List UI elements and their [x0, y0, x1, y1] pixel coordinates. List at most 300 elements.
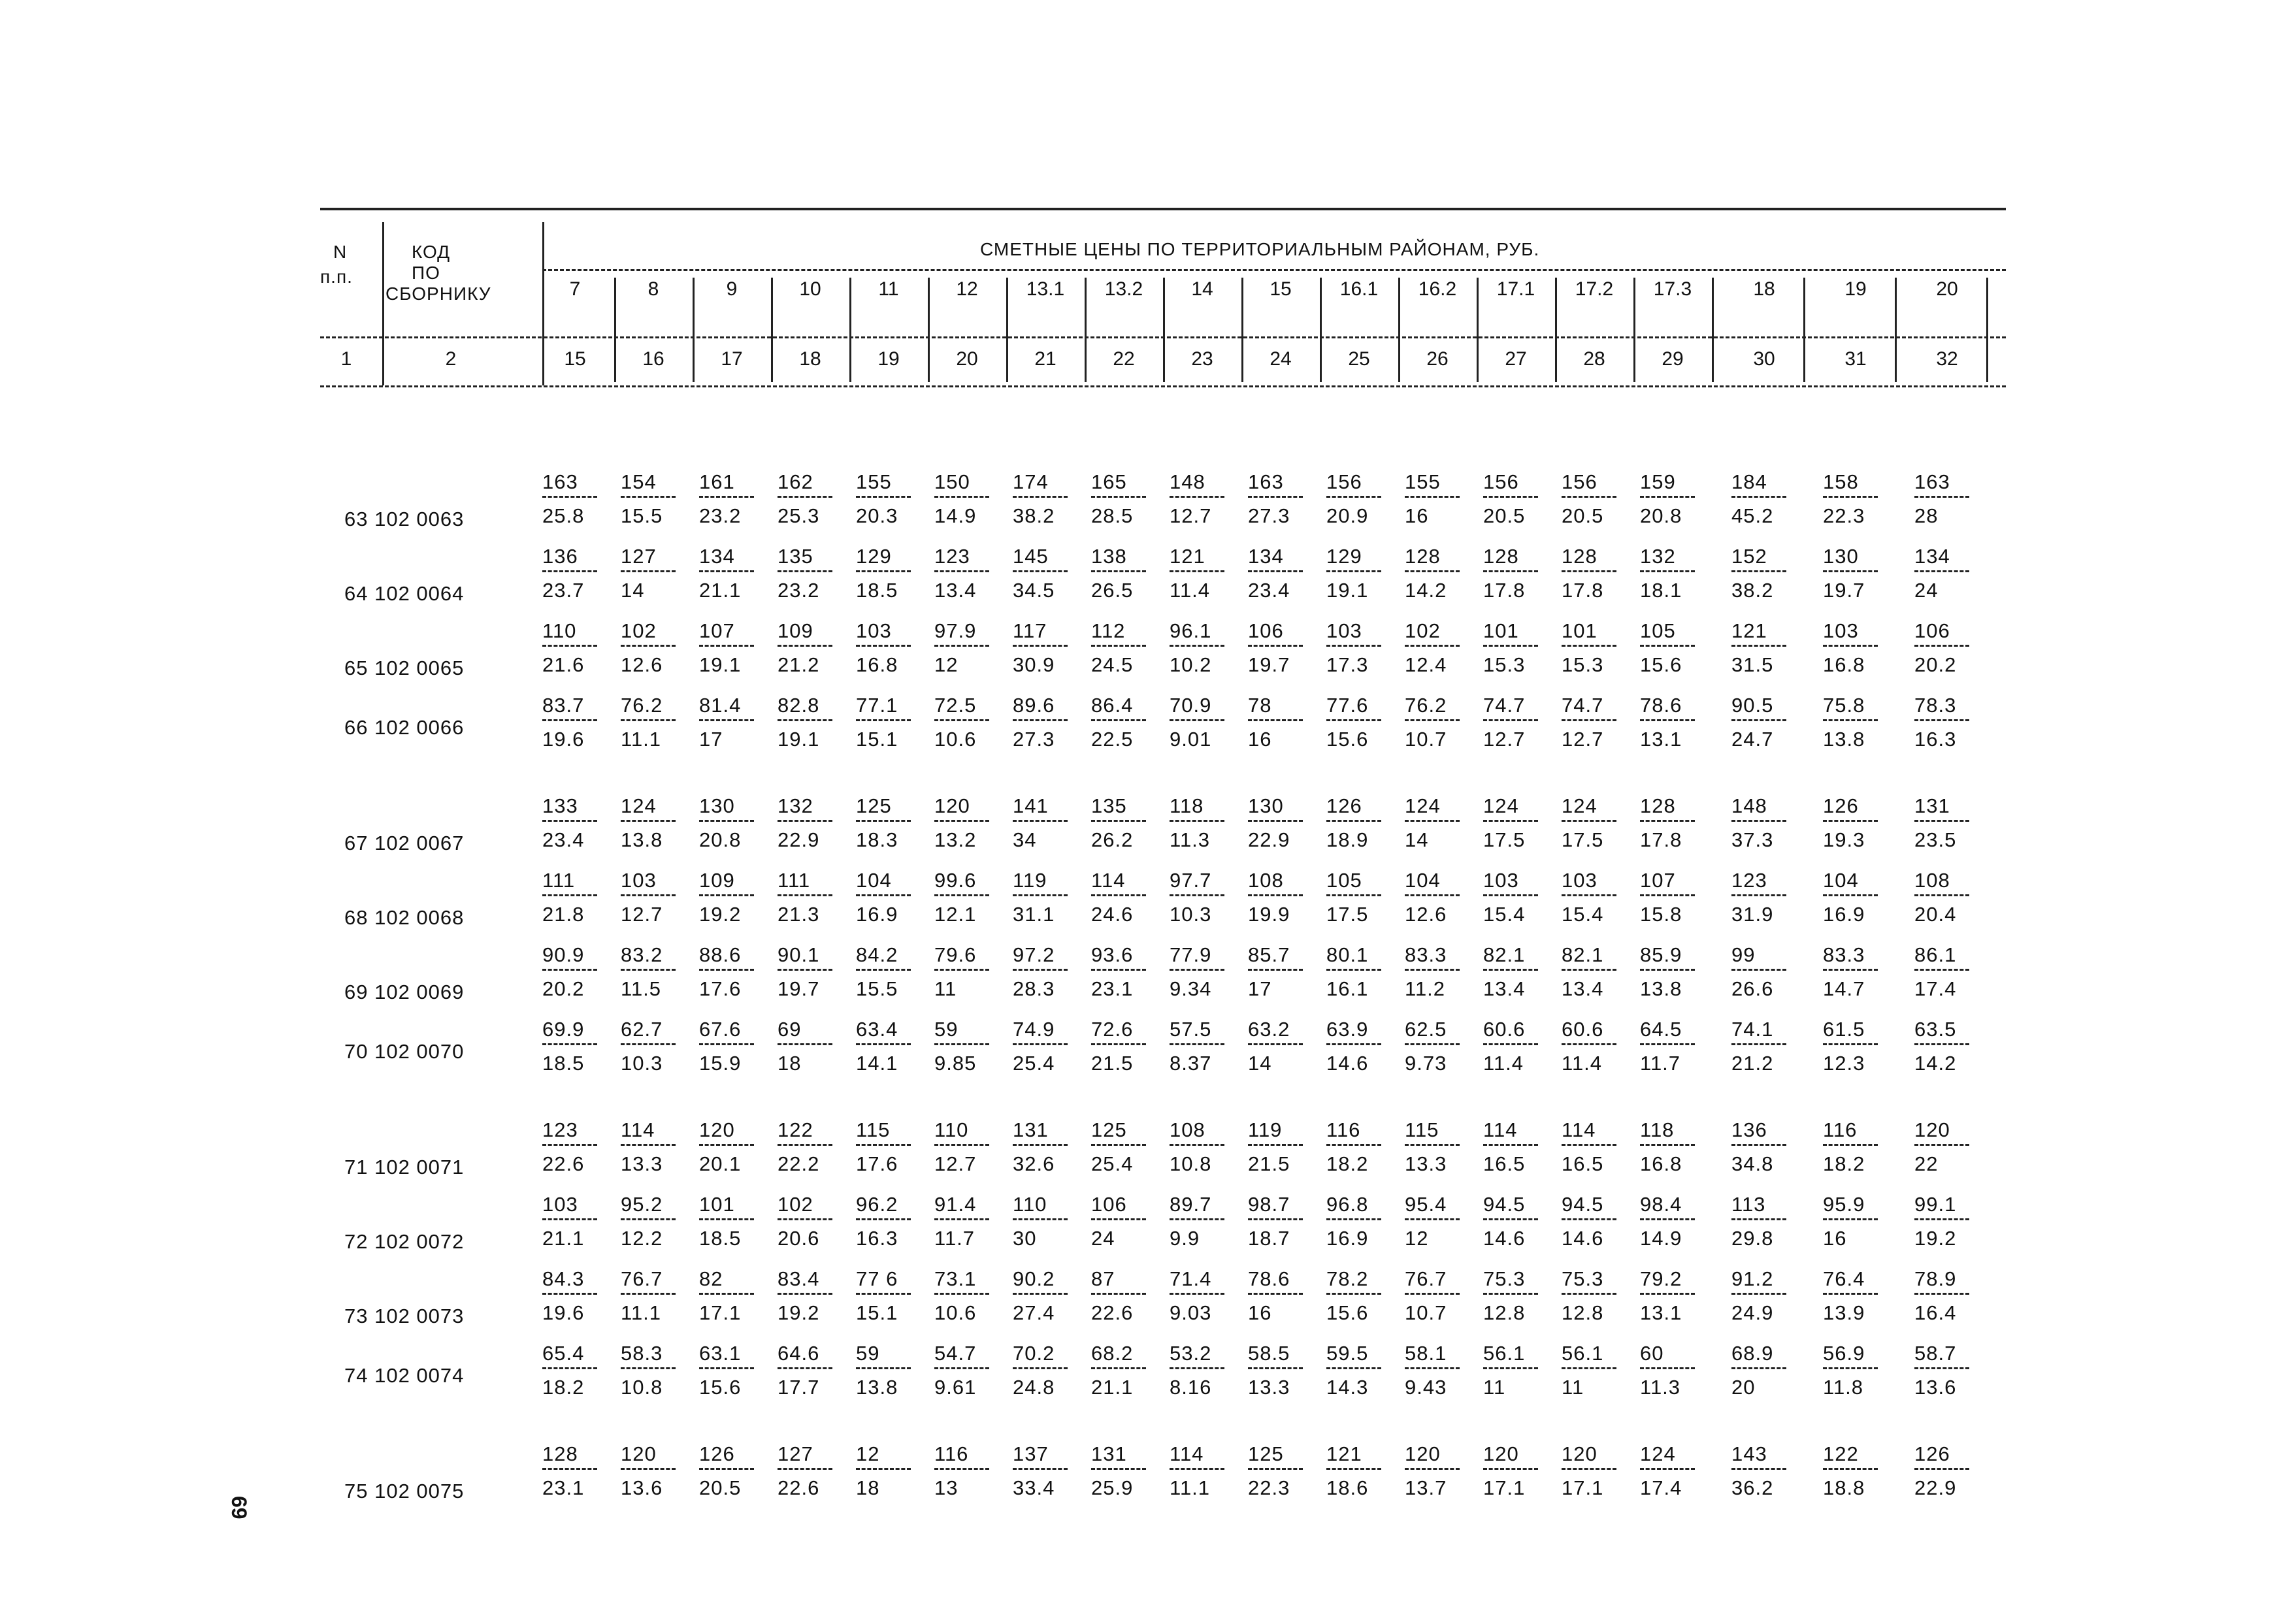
index-header: 21 — [1034, 348, 1057, 370]
fraction-bar — [1405, 719, 1460, 721]
price-component: 14.1 — [856, 1052, 898, 1075]
price-cell — [1731, 945, 1803, 999]
price-component: 12 — [934, 653, 959, 676]
price-component: 19.7 — [1248, 653, 1290, 676]
fraction-bar — [1640, 1468, 1695, 1470]
index-header: 15 — [564, 348, 586, 370]
price-total: 56.9 — [1823, 1342, 1865, 1365]
price-cell — [856, 1343, 928, 1397]
price-cell — [621, 870, 693, 924]
price-component: 23.1 — [1091, 977, 1134, 1000]
price-cell — [1823, 870, 1895, 924]
price-total: 63.4 — [856, 1018, 898, 1041]
price-component: 45.2 — [1731, 504, 1774, 527]
price-cell — [1248, 1269, 1320, 1323]
price-total: 97.2 — [1013, 943, 1055, 966]
price-total: 67.6 — [699, 1018, 742, 1041]
price-total: 62.5 — [1405, 1018, 1447, 1041]
price-cell — [1091, 1120, 1163, 1174]
price-cell — [1013, 546, 1085, 600]
price-total: 131 — [1914, 794, 1950, 817]
fraction-bar — [1248, 1043, 1303, 1045]
fraction-bar — [1170, 496, 1224, 498]
price-cell — [778, 546, 849, 600]
fraction-bar — [1562, 496, 1616, 498]
fraction-bar — [699, 1218, 754, 1220]
price-total: 116 — [1326, 1118, 1361, 1141]
price-component: 21.5 — [1248, 1152, 1290, 1175]
price-component: 26.6 — [1731, 977, 1774, 1000]
index-header: 23 — [1191, 348, 1213, 370]
price-component: 19.1 — [699, 653, 742, 676]
price-component: 10.8 — [1170, 1152, 1212, 1175]
price-total: 74.7 — [1562, 694, 1604, 717]
price-component: 16 — [1823, 1227, 1847, 1250]
price-component: 18.3 — [856, 828, 898, 851]
price-cell — [1013, 1019, 1085, 1073]
price-component: 12.6 — [1405, 903, 1447, 926]
price-component: 15.5 — [621, 504, 663, 527]
price-component: 26.2 — [1091, 828, 1134, 851]
fraction-bar — [778, 719, 832, 721]
price-component: 14.6 — [1326, 1052, 1369, 1075]
price-total: 91.2 — [1731, 1267, 1774, 1290]
price-component: 15.1 — [856, 728, 898, 751]
price-component: 11 — [1562, 1376, 1584, 1399]
fraction-bar — [1013, 645, 1068, 647]
row-code: 74 102 0074 — [344, 1364, 465, 1387]
price-component: 19.1 — [778, 728, 820, 751]
price-cell — [1731, 472, 1803, 526]
price-total: 83.2 — [621, 943, 663, 966]
price-component: 33.4 — [1013, 1476, 1055, 1499]
price-component: 11.4 — [1562, 1052, 1603, 1075]
price-total: 99.1 — [1914, 1193, 1957, 1216]
price-cell — [1091, 472, 1163, 526]
fraction-bar — [699, 820, 754, 822]
price-total: 111 — [542, 869, 576, 892]
price-cell — [934, 1194, 1006, 1248]
price-cell — [1640, 472, 1712, 526]
price-total: 123 — [1731, 869, 1767, 892]
price-component: 18.5 — [856, 579, 898, 602]
price-cell — [1091, 1343, 1163, 1397]
index-col-1: 1 — [340, 348, 352, 370]
price-total: 128 — [1483, 545, 1519, 568]
price-component: 19.1 — [1326, 579, 1369, 602]
price-component: 11.4 — [1483, 1052, 1524, 1075]
fraction-bar — [1170, 894, 1224, 896]
price-total: 102 — [621, 619, 657, 642]
fraction-bar — [542, 820, 597, 822]
price-component: 17.5 — [1483, 828, 1526, 851]
price-total: 114 — [1091, 869, 1126, 892]
price-component: 11.7 — [934, 1227, 975, 1250]
fraction-bar — [1483, 894, 1538, 896]
price-cell — [1823, 1343, 1895, 1397]
fraction-bar — [856, 894, 911, 896]
price-cell — [1823, 1194, 1895, 1248]
price-cell — [1091, 945, 1163, 999]
price-cell — [542, 1194, 614, 1248]
district-header: 16.1 — [1339, 278, 1379, 300]
price-total: 120 — [1483, 1442, 1519, 1465]
price-cell — [1562, 695, 1633, 749]
price-total: 59 — [934, 1018, 959, 1041]
price-cell — [1562, 870, 1633, 924]
fraction-bar — [1248, 570, 1303, 572]
price-component: 13.8 — [1640, 977, 1682, 1000]
fraction-bar — [1823, 1043, 1878, 1045]
price-total: 184 — [1731, 470, 1767, 493]
price-cell — [856, 1019, 928, 1073]
fraction-bar — [1562, 1218, 1616, 1220]
price-total: 124 — [1483, 794, 1519, 817]
price-cell — [1483, 695, 1555, 749]
price-cell — [1326, 1444, 1398, 1498]
price-component: 22.9 — [1248, 828, 1290, 851]
price-component: 20.5 — [1483, 504, 1526, 527]
fraction-bar — [1731, 1367, 1786, 1369]
price-component: 18.2 — [542, 1376, 585, 1399]
fraction-bar — [856, 719, 911, 721]
district-header: 19 — [1844, 278, 1867, 300]
district-header: 14 — [1191, 278, 1213, 300]
price-component: 23.2 — [778, 579, 820, 602]
price-cell — [1562, 1120, 1633, 1174]
price-component: 16.9 — [1823, 903, 1865, 926]
price-total: 126 — [1326, 794, 1362, 817]
fraction-bar — [1091, 1144, 1146, 1146]
price-cell — [699, 1194, 771, 1248]
price-total: 84.3 — [542, 1267, 585, 1290]
price-total: 62.7 — [621, 1018, 663, 1041]
price-total: 116 — [1823, 1118, 1858, 1141]
price-component: 22.3 — [1823, 504, 1865, 527]
price-component: 13.4 — [1483, 977, 1526, 1000]
price-component: 12 — [1405, 1227, 1429, 1250]
price-cell — [1326, 945, 1398, 999]
price-cell — [1562, 472, 1633, 526]
price-cell — [1013, 1269, 1085, 1323]
fraction-bar — [934, 894, 989, 896]
fraction-bar — [1731, 969, 1786, 971]
price-cell — [1405, 472, 1477, 526]
fraction-bar — [542, 719, 597, 721]
price-component: 24.5 — [1091, 653, 1134, 676]
price-total: 120 — [1914, 1118, 1950, 1141]
fraction-bar — [1091, 1468, 1146, 1470]
fraction-bar — [1170, 969, 1224, 971]
price-component: 20.1 — [699, 1152, 742, 1175]
fraction-bar — [1731, 894, 1786, 896]
price-cell — [1731, 1269, 1803, 1323]
district-header: 15 — [1270, 278, 1292, 300]
price-cell — [1731, 1120, 1803, 1174]
fraction-bar — [856, 570, 911, 572]
price-cell — [1823, 546, 1895, 600]
fraction-bar — [542, 1144, 597, 1146]
price-cell — [621, 1120, 693, 1174]
price-cell — [1823, 1444, 1895, 1498]
fraction-bar — [1091, 1367, 1146, 1369]
fraction-bar — [542, 570, 597, 572]
price-component: 38.2 — [1013, 504, 1055, 527]
price-cell — [1248, 1194, 1320, 1248]
price-total: 94.5 — [1562, 1193, 1604, 1216]
price-cell — [1640, 1019, 1712, 1073]
price-cell — [1640, 621, 1712, 675]
price-cell — [1640, 1120, 1712, 1174]
price-component: 13.3 — [1248, 1376, 1290, 1399]
fraction-bar — [934, 1218, 989, 1220]
row-code: 70 102 0070 — [344, 1040, 465, 1063]
price-total: 126 — [1914, 1442, 1950, 1465]
price-component: 25.9 — [1091, 1476, 1134, 1499]
fraction-bar — [1091, 1043, 1146, 1045]
fraction-bar — [1013, 1468, 1068, 1470]
price-component: 15.3 — [1483, 653, 1526, 676]
price-cell — [1248, 695, 1320, 749]
price-total: 121 — [1326, 1442, 1362, 1465]
price-total: 163 — [1914, 470, 1950, 493]
fraction-bar — [1170, 570, 1224, 572]
col-n-label: N — [333, 242, 348, 262]
price-cell — [1914, 945, 1986, 999]
price-component: 17.5 — [1326, 903, 1369, 926]
price-component: 21.1 — [1091, 1376, 1134, 1399]
price-cell — [1823, 621, 1895, 675]
price-component: 25.4 — [1091, 1152, 1134, 1175]
price-component: 21.8 — [542, 903, 585, 926]
price-component: 13.6 — [621, 1476, 663, 1499]
price-component: 20.6 — [778, 1227, 820, 1250]
price-total: 78.6 — [1248, 1267, 1290, 1290]
price-total: 121 — [1170, 545, 1205, 568]
price-total: 97.9 — [934, 619, 977, 642]
price-component: 12.3 — [1823, 1052, 1865, 1075]
price-cell — [1013, 472, 1085, 526]
fraction-bar — [778, 820, 832, 822]
price-cell — [1640, 945, 1712, 999]
fraction-bar — [1914, 719, 1969, 721]
price-total: 72.6 — [1091, 1018, 1134, 1041]
price-cell — [934, 1343, 1006, 1397]
price-total: 113 — [1731, 1193, 1766, 1216]
price-total: 63.9 — [1326, 1018, 1369, 1041]
price-cell — [1013, 1194, 1085, 1248]
fraction-bar — [1483, 969, 1538, 971]
price-total: 76.2 — [1405, 694, 1447, 717]
price-total: 85.7 — [1248, 943, 1290, 966]
fraction-bar — [1170, 1293, 1224, 1295]
price-component: 16.8 — [856, 653, 898, 676]
price-component: 20.2 — [1914, 653, 1957, 676]
price-cell — [1248, 1444, 1320, 1498]
fraction-bar — [1823, 820, 1878, 822]
price-total: 124 — [1405, 794, 1441, 817]
price-cell — [1091, 1269, 1163, 1323]
price-total: 95.2 — [621, 1193, 663, 1216]
fraction-bar — [856, 1043, 911, 1045]
price-cell — [1091, 1444, 1163, 1498]
price-cell — [1562, 1343, 1633, 1397]
price-cell — [1405, 945, 1477, 999]
fraction-bar — [934, 1144, 989, 1146]
fraction-bar — [1326, 1144, 1381, 1146]
price-component: 24.9 — [1731, 1301, 1774, 1324]
fraction-bar — [934, 496, 989, 498]
price-component: 18 — [856, 1476, 880, 1499]
price-total: 128 — [1640, 794, 1676, 817]
district-divider — [1398, 278, 1400, 382]
price-component: 22.9 — [1914, 1476, 1957, 1499]
price-cell — [542, 1019, 614, 1073]
price-component: 18.5 — [699, 1227, 742, 1250]
price-component: 25.8 — [542, 504, 585, 527]
price-cell — [699, 796, 771, 850]
fraction-bar — [699, 645, 754, 647]
fraction-bar — [1823, 1367, 1878, 1369]
fraction-bar — [1914, 496, 1969, 498]
price-cell — [1483, 870, 1555, 924]
price-total: 134 — [1248, 545, 1284, 568]
price-component: 22.2 — [778, 1152, 820, 1175]
price-total: 101 — [1562, 619, 1598, 642]
price-cell — [1405, 546, 1477, 600]
fraction-bar — [1405, 1293, 1460, 1295]
price-component: 11.3 — [1170, 828, 1211, 851]
price-total: 154 — [621, 470, 657, 493]
price-cell — [1483, 1444, 1555, 1498]
price-total: 109 — [699, 869, 735, 892]
price-component: 18.2 — [1823, 1152, 1865, 1175]
price-cell — [1248, 870, 1320, 924]
price-component: 14.2 — [1405, 579, 1447, 602]
price-component: 9.03 — [1170, 1301, 1212, 1324]
price-total: 116 — [934, 1442, 969, 1465]
price-total: 70.2 — [1013, 1342, 1055, 1365]
price-total: 103 — [542, 1193, 578, 1216]
price-total: 60.6 — [1483, 1018, 1526, 1041]
price-component: 17.1 — [1483, 1476, 1526, 1499]
district-header: 12 — [956, 278, 978, 300]
price-total: 65.4 — [542, 1342, 585, 1365]
price-component: 16.4 — [1914, 1301, 1957, 1324]
price-total: 93.6 — [1091, 943, 1134, 966]
price-total: 133 — [542, 794, 578, 817]
price-total: 63.2 — [1248, 1018, 1290, 1041]
price-cell — [1731, 1444, 1803, 1498]
price-total: 83.3 — [1405, 943, 1447, 966]
fraction-bar — [1013, 570, 1068, 572]
price-component: 14.6 — [1483, 1227, 1526, 1250]
row-code: 66 102 0066 — [344, 716, 465, 739]
price-cell — [1562, 945, 1633, 999]
fraction-bar — [1823, 719, 1878, 721]
price-total: 110 — [542, 619, 577, 642]
price-total: 105 — [1326, 869, 1362, 892]
price-cell — [621, 945, 693, 999]
district-header: 17.3 — [1653, 278, 1692, 300]
price-component: 34.5 — [1013, 579, 1055, 602]
fraction-bar — [1914, 820, 1969, 822]
price-total: 78.2 — [1326, 1267, 1369, 1290]
fraction-bar — [621, 645, 676, 647]
district-header: 11 — [878, 278, 899, 300]
price-cell — [699, 870, 771, 924]
price-component: 19.2 — [699, 903, 742, 926]
price-component: 23.1 — [542, 1476, 585, 1499]
price-component: 14.3 — [1326, 1376, 1369, 1399]
price-component: 13.1 — [1640, 728, 1682, 751]
price-component: 21.6 — [542, 653, 585, 676]
fraction-bar — [1326, 719, 1381, 721]
district-header: 18 — [1753, 278, 1775, 300]
price-cell — [1731, 621, 1803, 675]
price-component: 13.8 — [1823, 728, 1865, 751]
price-total: 108 — [1248, 869, 1284, 892]
price-total: 135 — [1091, 794, 1127, 817]
price-cell — [1483, 945, 1555, 999]
price-total: 96.2 — [856, 1193, 898, 1216]
price-total: 57.5 — [1170, 1018, 1212, 1041]
fraction-bar — [1483, 570, 1538, 572]
fraction-bar — [1914, 1293, 1969, 1295]
fraction-bar — [621, 719, 676, 721]
price-component: 24 — [1914, 579, 1939, 602]
fraction-bar — [1248, 1144, 1303, 1146]
price-component: 27.3 — [1248, 504, 1290, 527]
price-component: 10.6 — [934, 728, 977, 751]
price-component: 26.5 — [1091, 579, 1134, 602]
price-total: 58.7 — [1914, 1342, 1957, 1365]
price-cell — [934, 1019, 1006, 1073]
fraction-bar — [1823, 496, 1878, 498]
price-component: 19.9 — [1248, 903, 1290, 926]
price-component: 14.6 — [1562, 1227, 1604, 1250]
price-total: 95.9 — [1823, 1193, 1865, 1216]
price-total: 125 — [1091, 1118, 1127, 1141]
price-cell — [1013, 870, 1085, 924]
price-component: 14.7 — [1823, 977, 1865, 1000]
fraction-bar — [778, 645, 832, 647]
price-total: 56.1 — [1483, 1342, 1526, 1365]
fraction-bar — [1170, 820, 1224, 822]
fraction-bar — [1326, 1468, 1381, 1470]
price-cell — [542, 1343, 614, 1397]
price-total: 74.9 — [1013, 1018, 1055, 1041]
price-component: 10.3 — [1170, 903, 1212, 926]
price-component: 21.3 — [778, 903, 820, 926]
fraction-bar — [934, 1293, 989, 1295]
price-total: 111 — [778, 869, 811, 892]
price-total: 118 — [1640, 1118, 1675, 1141]
price-cell — [778, 1019, 849, 1073]
price-component: 28.3 — [1013, 977, 1055, 1000]
price-total: 129 — [856, 545, 892, 568]
price-cell — [1731, 1343, 1803, 1397]
price-cell — [1405, 695, 1477, 749]
price-cell — [1640, 1343, 1712, 1397]
price-total: 112 — [1091, 619, 1126, 642]
price-cell — [1091, 796, 1163, 850]
price-component: 12.4 — [1405, 653, 1447, 676]
price-cell — [1914, 1444, 1986, 1498]
fraction-bar — [1170, 1468, 1224, 1470]
price-component: 11 — [1483, 1376, 1506, 1399]
price-cell — [1170, 1343, 1241, 1397]
